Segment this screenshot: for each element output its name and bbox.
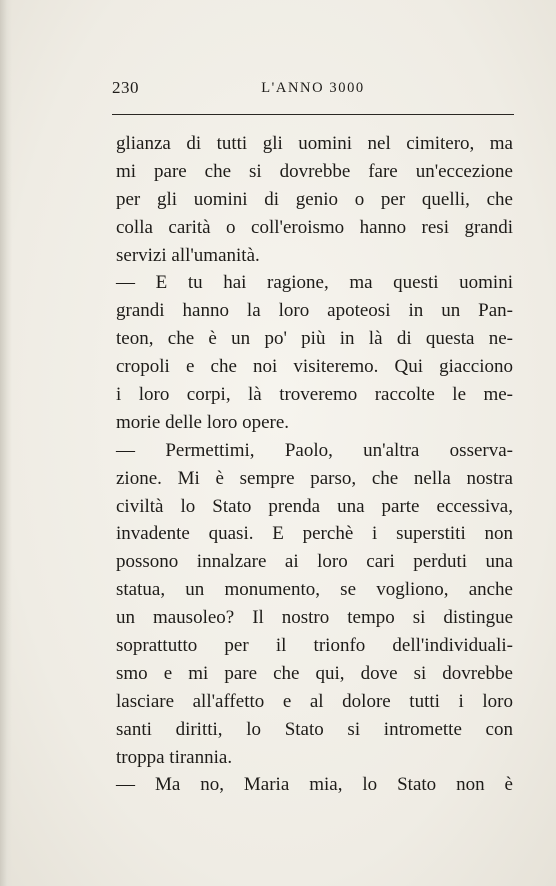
page-number: 230	[112, 78, 139, 97]
text-line: invadente quasi. E perchè i superstiti non	[116, 523, 513, 545]
text-line: i loro corpi, là troveremo raccolte le me-	[116, 384, 513, 406]
body-text	[116, 130, 513, 799]
text-line: soprattutto per il trionfo dell'individuali-	[116, 635, 513, 657]
header-rule	[112, 114, 514, 115]
text-line: cropoli e che noi visiteremo. Qui giacciono	[116, 356, 513, 378]
text-line: zione. Mi è sempre parso, che nella nostra	[116, 467, 513, 489]
text-line: civiltà lo Stato prenda una parte eccessiva,	[116, 495, 513, 517]
text-line: — Ma no, Maria mia, lo Stato non è	[116, 774, 513, 796]
text-line: per gli uomini di genio o per quelli, che	[116, 188, 513, 210]
text-line: colla carità o coll'eroismo hanno resi grandi	[116, 216, 513, 238]
text-line: santi diritti, lo Stato si intromette con	[116, 718, 513, 740]
text-line: grandi hanno la loro apoteosi in un Pan-	[116, 300, 513, 322]
text-line: mi pare che si dovrebbe fare un'eccezione	[116, 160, 513, 182]
text-line: possono innalzare ai loro cari perduti una	[116, 551, 513, 573]
text-line: statua, un monumento, se vogliono, anche	[116, 579, 513, 601]
text-line: smo e mi pare che qui, dove si dovrebbe	[116, 662, 513, 684]
text-line: lasciare all'affetto e al dolore tutti i loro	[116, 690, 513, 712]
binding-edge	[0, 0, 12, 886]
text-line: troppa tirannia.	[116, 746, 233, 768]
running-title: L'ANNO 3000	[261, 80, 365, 96]
text-line: teon, che è un po' più in là di questa ne-	[116, 328, 513, 350]
text-line: servizi all'umanità.	[116, 244, 260, 266]
text-line: — Permettimi, Paolo, un'altra osserva-	[116, 439, 513, 461]
text-line: morie delle loro opere.	[116, 411, 290, 433]
text-line: glianza di tutti gli uomini nel cimitero, ma	[116, 133, 513, 154]
text-line: — E tu hai ragione, ma questi uomini	[116, 272, 513, 294]
running-head	[112, 78, 514, 102]
text-line: un mausoleo? Il nostro tempo si distingue	[116, 607, 513, 629]
